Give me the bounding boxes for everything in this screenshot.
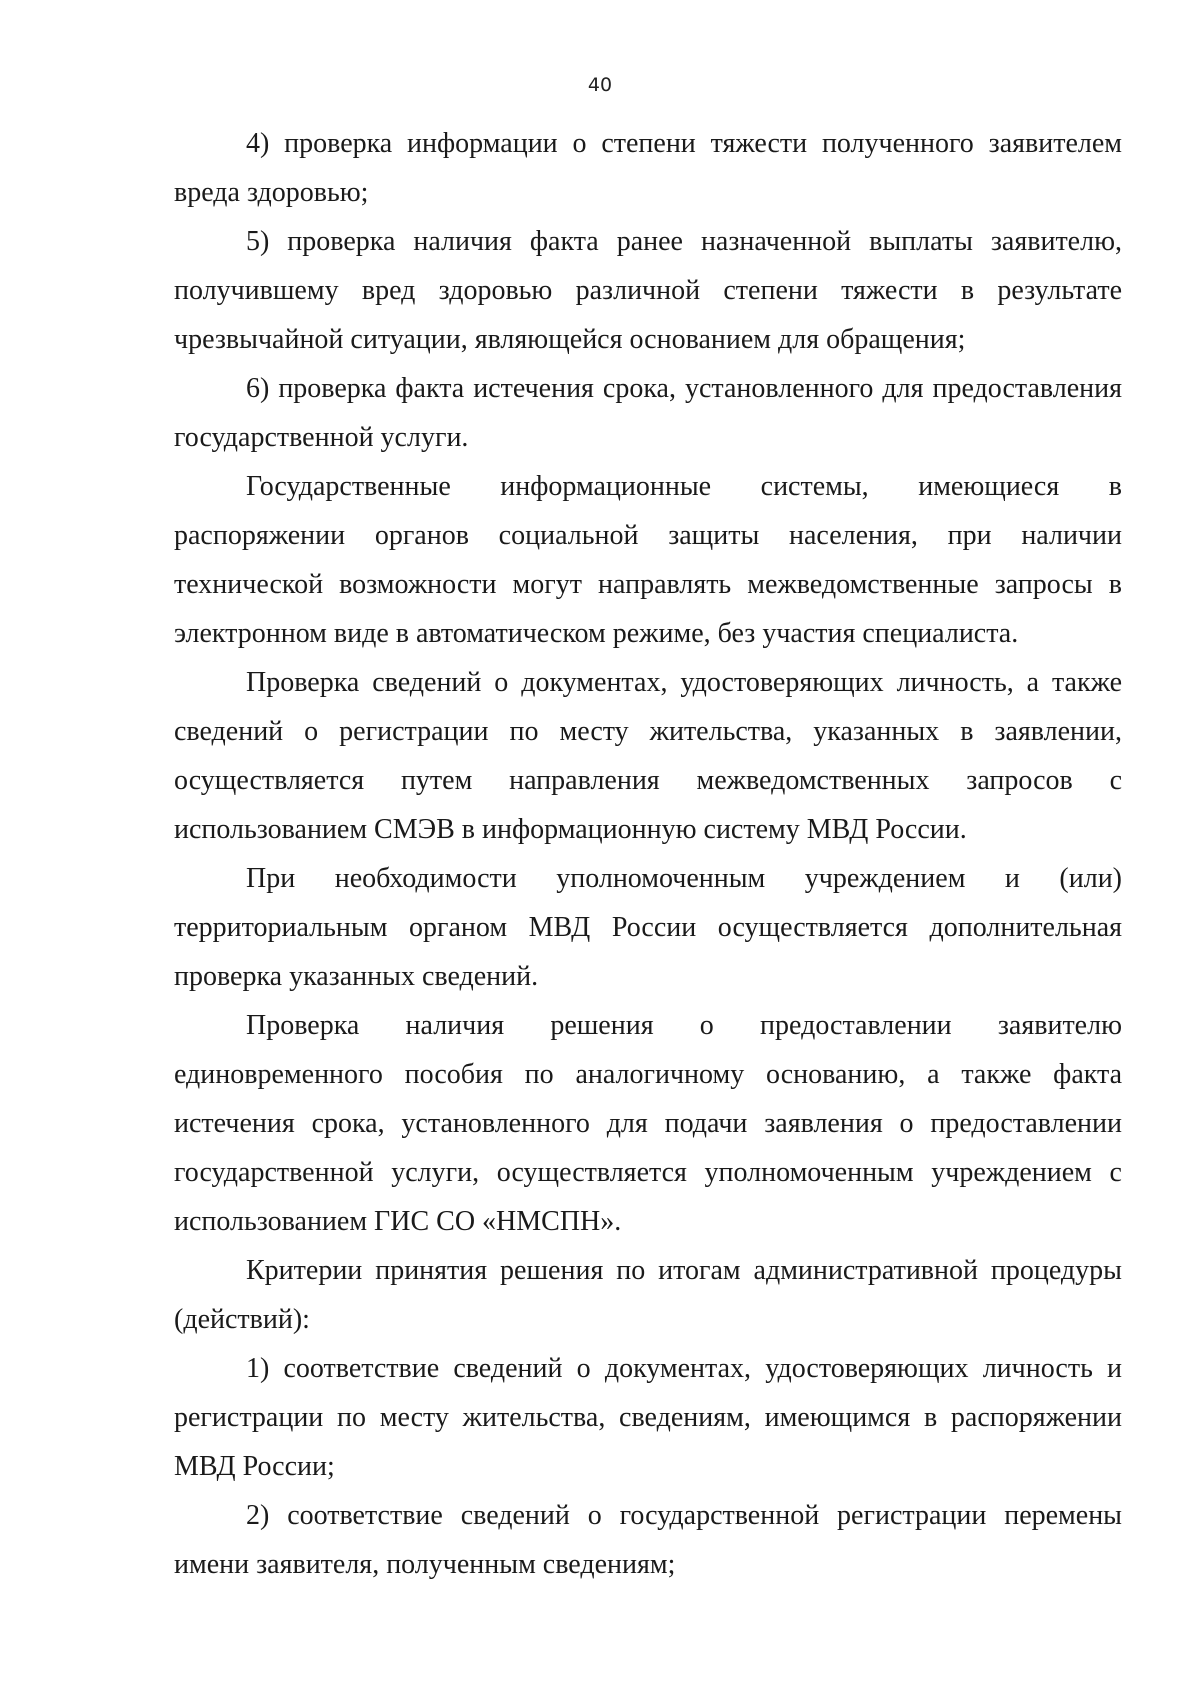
paragraph-item-6-deadline-check: 6) проверка факта истечения срока, установленного для предоставления государственной услуги. <box>174 373 1122 453</box>
page-number: 40 <box>587 74 613 96</box>
paragraph-item-4-severity-check: 4) проверка информации о степени тяжести полученного заявителем вреда здоровью; <box>174 128 1122 208</box>
paragraph-criterion-1: 1) соответствие сведений о документах, удостоверяющих личность и регистрации по месту жительства, сведениям, имеющимся в распоряжении МВД России; <box>174 1353 1122 1482</box>
document-body <box>174 119 1122 1589</box>
paragraph-identity-documents-check: Проверка сведений о документах, удостоверяющих личность, а также сведений о регистрации по месту жительства, указанных в заявлении, осуществляется путем направления межведомственных запросов с использованием СМЭВ в информационную систему МВД России. <box>174 667 1122 845</box>
paragraph-state-information-systems: Государственные информационные системы, имеющиеся в распоряжении органов социальной защиты населения, при наличии технической возможности могут направлять межведомственные запросы в электронном виде в автоматическом режиме, без участия специалиста. <box>174 471 1122 649</box>
paragraph-criterion-2: 2) соответствие сведений о государственной регистрации перемены имени заявителя, полученным сведениям; <box>174 1500 1122 1580</box>
paragraph-item-5-prior-payment-check: 5) проверка наличия факта ранее назначенной выплаты заявителю, получившему вред здоровью различной степени тяжести в результате чрезвычайной ситуации, являющейся основанием для обращения; <box>174 226 1122 355</box>
paragraph-additional-verification: При необходимости уполномоченным учреждением и (или) территориальным органом МВД России осуществляется дополнительная проверка указанных сведений. <box>174 863 1122 992</box>
paragraph-prior-decision-check: Проверка наличия решения о предоставлении заявителю единовременного пособия по аналогичному основанию, а также факта истечения срока, установленного для подачи заявления о предоставлении государственной услуги, осуществляется уполномоченным учреждением с использованием ГИС СО «НМСПН». <box>174 1010 1122 1237</box>
paragraph-decision-criteria: Критерии принятия решения по итогам административной процедуры (действий): <box>174 1255 1122 1335</box>
